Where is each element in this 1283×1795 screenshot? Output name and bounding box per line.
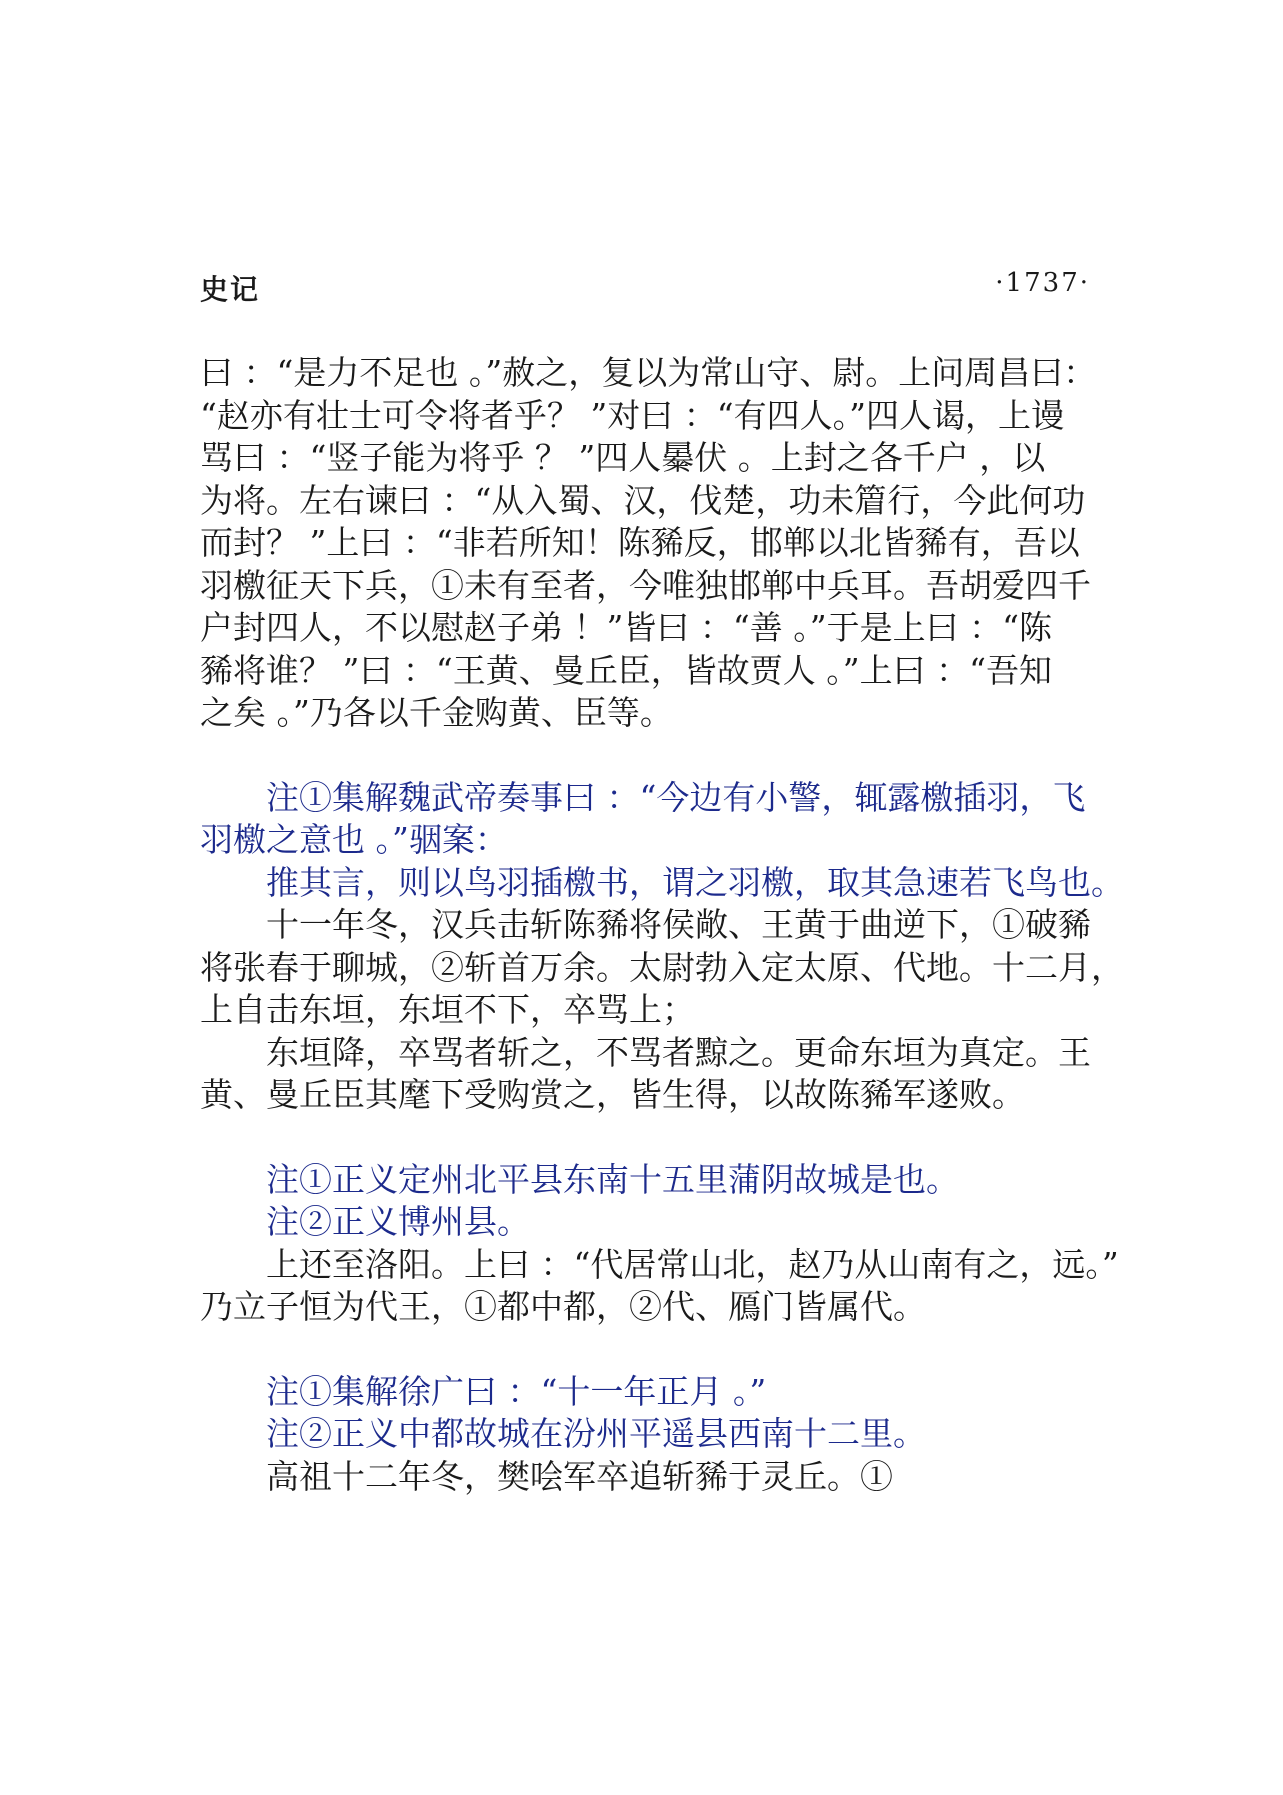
annotation-line: 注②正义中都故城在汾州平遥县西南十二里。 — [266, 1414, 926, 1453]
annotation-line: 推其言，则以鸟羽插檄书，谓之羽檄，取其急速若飞鸟也。 — [266, 862, 1124, 902]
text-line: 曰 ：“是力不足也 。”赦之，复以为常山守、尉。上问周昌曰： — [200, 353, 1097, 392]
annotation-line: 注①集解魏武帝奏事曰 ：“今边有小警，辄露檄插羽，飞 — [266, 777, 1086, 817]
text-line: 为将。左右谏曰 ：“从入蜀、汉，伐楚，功未篃行，今此何功 — [200, 480, 1086, 520]
text-line: 十一年冬，汉兵击斩陈豨将侯敞、王黄于曲逆下，①破豨 — [266, 905, 1091, 944]
annotation-line: 注①正义定州北平县东南十五里蒲阴故城是也。 — [266, 1159, 959, 1199]
text-line: 高祖十二年冬，樊哙军卒追斩豨于灵丘。① — [266, 1456, 893, 1496]
spacer — [200, 735, 1130, 777]
text-line: 而封？ ”上曰 ：“非若所知！陈豨反，邯郸以北皆豨有，吾以 — [200, 523, 1080, 562]
text-line: 豨将谁？ ”曰 ：“王黄、曼丘臣，皆故贾人 。”上曰 ：“吾知 — [200, 650, 1052, 690]
text-line: 骂曰 ：“竖子能为将乎 ？ ”四人㬥伏 。上封之各千户 ，以 — [200, 438, 1046, 477]
text-line: 乃立子恒为代王，①都中都，②代、鴈门皆属代。 — [200, 1287, 926, 1326]
text-line: 将张春于聊城，②斩首万余。太尉勃入定太原、代地。十二月， — [200, 947, 1124, 987]
annotation-line: 注②正义博州县。 — [266, 1202, 530, 1241]
text-line: 羽檄征天下兵，①未有至者，今唯独邯郸中兵耳。吾胡爱四千 — [200, 565, 1091, 605]
text-line: “赵亦有壮士可令将者乎？ ”对曰 ：“有四人。”四人谒，上谩 — [200, 395, 1064, 435]
text-line: 之矣 。”乃各以千金购黄、臣等。 — [200, 693, 673, 732]
text-line: 上还至洛阳。上曰 ：“代居常山北，赵乃从山南有之，远。” — [266, 1244, 1119, 1284]
spacer — [200, 1117, 1130, 1159]
text-line: 黄、曼丘臣其麾下受购赏之，皆生得，以故陈豨军遂败。 — [200, 1075, 1025, 1114]
annotation-line: 羽檄之意也 。”骃案： — [200, 820, 508, 859]
text-line: 东垣降，卒骂者斩之，不骂者黥之。更命东垣为真定。王 — [266, 1032, 1091, 1072]
page-number: ·1737· — [995, 268, 1090, 298]
page-header — [200, 268, 1090, 308]
book-title: 史记 — [200, 273, 261, 306]
document-body — [200, 352, 1130, 1498]
annotation-line: 注①集解徐广曰 ：“十一年正月 。” — [266, 1371, 767, 1411]
spacer — [200, 1329, 1130, 1371]
text-line: 户封四人，不以慰赵子弟 ！”皆曰 ：“善 。”于是上曰 ：“陈 — [200, 608, 1052, 647]
text-line: 上自击东垣，东垣不下，卒骂上； — [200, 990, 695, 1029]
